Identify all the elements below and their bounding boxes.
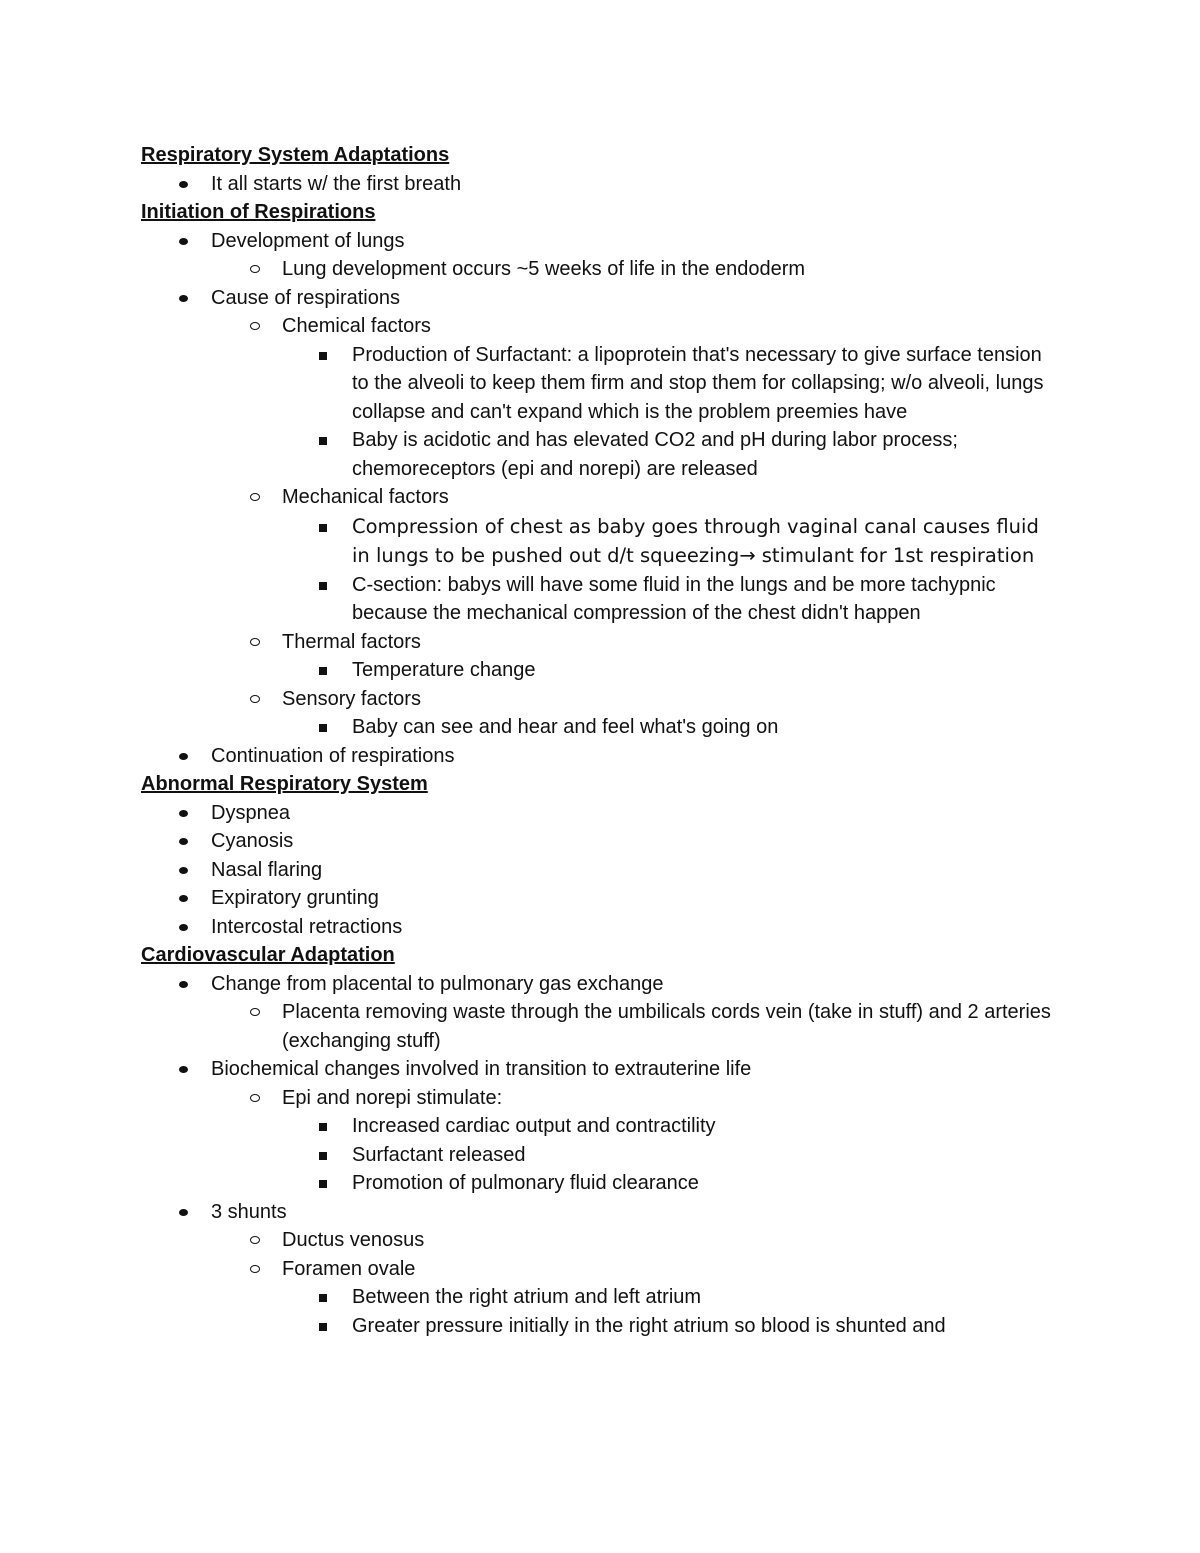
- list-item: [141, 685, 1061, 714]
- list-item: [141, 1198, 1061, 1227]
- list-item-text: Placenta removing waste through the umbilicals cords vein (take in stuff) and 2 arteries (exchanging stuff): [282, 1001, 1051, 1052]
- list-item: [141, 628, 1061, 657]
- notes-body: [141, 141, 1061, 1340]
- section-heading: Initiation of Respirations: [141, 201, 376, 223]
- square-bullet-icon: [319, 352, 327, 360]
- filled-circle-bullet-icon: [179, 753, 188, 760]
- list-item-text: Dyspnea: [211, 801, 290, 824]
- filled-circle-bullet-icon: [179, 981, 188, 988]
- list-item-text: Promotion of pulmonary fluid clearance: [352, 1172, 699, 1194]
- list-item: [141, 341, 1061, 427]
- list-item: [141, 799, 1061, 828]
- list-item: [141, 255, 1061, 284]
- list-item-text: Development of lungs: [211, 229, 405, 252]
- list-item: [141, 1169, 1061, 1198]
- list-item-text: Thermal factors: [282, 630, 421, 653]
- list-item-text: Between the right atrium and left atrium: [352, 1286, 702, 1308]
- section-heading: Cardiovascular Adaptation: [141, 944, 395, 966]
- filled-circle-bullet-icon: [179, 1209, 188, 1216]
- list-item: [141, 1112, 1061, 1141]
- list-item-text: Baby can see and hear and feel what's going on: [352, 716, 779, 738]
- section-heading: Respiratory System Adaptations: [141, 144, 450, 166]
- filled-circle-bullet-icon: [179, 924, 188, 931]
- hollow-circle-bullet-icon: [250, 1008, 260, 1016]
- filled-circle-bullet-icon: [179, 181, 188, 188]
- list-item-text: Surfactant released: [352, 1143, 526, 1166]
- filled-circle-bullet-icon: [179, 867, 188, 874]
- list-item: [141, 1312, 1061, 1341]
- section-heading: Abnormal Respiratory System: [141, 773, 428, 795]
- list-item: [141, 483, 1061, 512]
- list-item-text: Mechanical factors: [282, 486, 449, 508]
- hollow-circle-bullet-icon: [250, 1265, 260, 1273]
- bullet-list: [141, 970, 1061, 1341]
- list-item-text: Increased cardiac output and contractility: [352, 1115, 716, 1137]
- square-bullet-icon: [319, 1123, 327, 1131]
- list-item: [141, 998, 1061, 1055]
- list-item: [141, 512, 1061, 571]
- filled-circle-bullet-icon: [179, 895, 188, 902]
- list-item-text: C-section: babys will have some fluid in the lungs and be more tachypnic because the mechanical compression of the chest didn't happen: [352, 573, 996, 624]
- square-bullet-icon: [319, 437, 327, 445]
- list-item: [141, 1226, 1061, 1255]
- list-item: [141, 312, 1061, 341]
- square-bullet-icon: [319, 524, 327, 532]
- list-item-text: Baby is acidotic and has elevated CO2 and pH during labor process; chemoreceptors (epi and norepi) are released: [352, 429, 958, 480]
- list-item-text: Temperature change: [352, 659, 536, 681]
- filled-circle-bullet-icon: [179, 295, 188, 302]
- list-item: [141, 1255, 1061, 1284]
- square-bullet-icon: [319, 1180, 327, 1188]
- list-item-text: Chemical factors: [282, 315, 431, 337]
- list-item-text: Foramen ovale: [282, 1257, 416, 1280]
- list-item-text: Cause of respirations: [211, 286, 400, 309]
- square-bullet-icon: [319, 1152, 327, 1160]
- bullet-list: [141, 799, 1061, 942]
- list-item: [141, 856, 1061, 885]
- list-item: [141, 426, 1061, 483]
- hollow-circle-bullet-icon: [250, 1094, 260, 1102]
- list-item: [141, 970, 1061, 999]
- filled-circle-bullet-icon: [179, 1066, 188, 1073]
- list-item: [141, 656, 1061, 685]
- filled-circle-bullet-icon: [179, 810, 188, 817]
- hollow-circle-bullet-icon: [250, 695, 260, 703]
- hollow-circle-bullet-icon: [250, 322, 260, 330]
- list-item-text: Ductus venosus: [282, 1229, 425, 1251]
- square-bullet-icon: [319, 724, 327, 732]
- list-item: [141, 713, 1061, 742]
- list-item: [141, 884, 1061, 913]
- list-item-text: Biochemical changes involved in transition to extrauterine life: [211, 1058, 752, 1080]
- list-item-text: Continuation of respirations: [211, 744, 455, 767]
- list-item: [141, 170, 1061, 199]
- hollow-circle-bullet-icon: [250, 493, 260, 501]
- list-item-text: Compression of chest as baby goes through vaginal canal causes fluid in lungs to be pushed out d/t squeezing→ stimulant for 1st respiration: [352, 514, 1039, 567]
- list-item: [141, 1141, 1061, 1170]
- square-bullet-icon: [319, 1294, 327, 1302]
- hollow-circle-bullet-icon: [250, 638, 260, 646]
- list-item-text: Lung development occurs ~5 weeks of life in the endoderm: [282, 258, 806, 280]
- hollow-circle-bullet-icon: [250, 1236, 260, 1244]
- list-item-text: Production of Surfactant: a lipoprotein that's necessary to give surface tension to the alveoli to keep them firm and stop them for collapsing; w/o alveoli, lungs collapse and can't expand which is the problem preemies have: [352, 343, 1044, 423]
- hollow-circle-bullet-icon: [250, 265, 260, 273]
- list-item-text: It all starts w/ the first breath: [211, 172, 462, 195]
- square-bullet-icon: [319, 582, 327, 590]
- list-item: [141, 742, 1061, 771]
- square-bullet-icon: [319, 1323, 327, 1331]
- filled-circle-bullet-icon: [179, 838, 188, 845]
- bullet-list: [141, 227, 1061, 771]
- filled-circle-bullet-icon: [179, 238, 188, 245]
- list-item: [141, 1283, 1061, 1312]
- list-item-text: Cyanosis: [211, 830, 294, 852]
- bullet-list: [141, 170, 1061, 199]
- list-item: [141, 284, 1061, 313]
- list-item: [141, 227, 1061, 256]
- list-item: [141, 1055, 1061, 1084]
- list-item-text: Change from placental to pulmonary gas exchange: [211, 972, 664, 995]
- list-item-text: 3 shunts: [211, 1200, 287, 1223]
- list-item-text: Sensory factors: [282, 687, 421, 710]
- list-item-text: Intercostal retractions: [211, 915, 403, 938]
- list-item: [141, 913, 1061, 942]
- list-item-text: Expiratory grunting: [211, 887, 379, 909]
- list-item: [141, 571, 1061, 628]
- list-item-text: Nasal flaring: [211, 858, 323, 881]
- list-item-text: Greater pressure initially in the right atrium so blood is shunted and: [352, 1314, 946, 1337]
- square-bullet-icon: [319, 667, 327, 675]
- list-item: [141, 827, 1061, 856]
- list-item: [141, 1084, 1061, 1113]
- list-item-text: Epi and norepi stimulate:: [282, 1086, 503, 1109]
